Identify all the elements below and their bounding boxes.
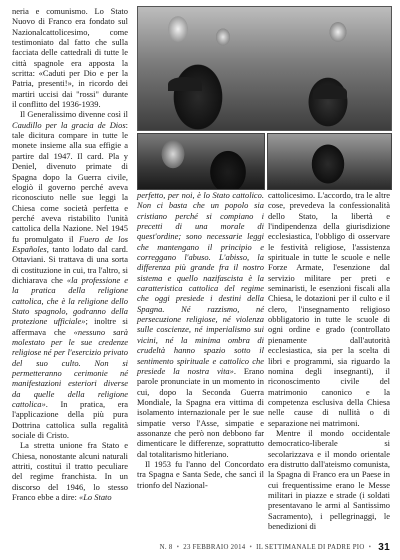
paragraph: cattolicesimo. L'accordo, tra le altre cose, prevedeva la confessionalità dello Stato, la libertà e l'indipendenza della giurisdizione ecclesiastica, l'obbligo di osservare le festività religiose, l'assistenza spirituale in tutte le scuole e nelle Forze Armate, l'esenzione dal servizio militare per preti e seminaristi, le esenzioni fiscali alla Chiesa, le dotazioni per il culto e il clero, l'insegnamento religioso obbligatorio in tutte le scuole di ogni ordine e grado (controllato pienamente dall'autorità ecclesiastica, sia per la scelta di libri e programmi, sia riguardo la nomina degli insegnanti), il riconoscimento civile del matrimonio canonico e la competenza esclusiva della Chiesa nelle cause di nullità o di separazione nei matrimoni. (268, 190, 390, 428)
paragraph: perfetto, per noi, è lo Stato cattolico. Non ci basta che un popolo sia cristiano perché si compiano i precetti di una morale di quest'ordine; sono necessarie leggi che mantengano il principio e correggano l'abuso. L'abisso, la differenza più grande fra il nostro sistema e quello nazifascista è la caratteristica cattolica del regime che oggi presiede i destini della Spagna. Né razzismo, né persecuzione religiose, né violenza sulle coscienze, né imperialismo sui vicini, né la minima ombra di crudeltà hanno spazio sotto il sentimento spirituale e cattolico che presiede la nostra vita». Erano parole pronunciate in un momento in cui, dopo la Seconda Guerra Mondiale, la Spagna era vittima di isolamento internazionale per le sue simpatie verso l'Asse, simpatie e assonanze che però non debbono far dimenticare le differenze, soprattutto dal totalitarismo hitleriano. (137, 190, 264, 459)
article-column-left (12, 6, 128, 503)
issue-number: N. 8 (159, 543, 173, 551)
paragraph: Il 1953 fu l'anno del Concordato tra Spagna e Santa Sede, che sancì il trionfo del Nazional- (137, 458, 264, 490)
paragraph: Mentre il mondo occidentale democratico-liberale si secolarizzava e il mondo orientale era distrutto dall'ateismo comunista, la Spagna di Franco era un Paese in cui frequentissime erano le Messe militari in piazze e strade (i soldati presentavano le armi al Santissimo Sacramento), i pellegrinaggi, le benedizioni di (268, 427, 390, 531)
issue-date: 23 FEBBRAIO 2014 (183, 543, 246, 551)
photo-cleric (267, 133, 392, 190)
page-number: 31 (378, 541, 390, 553)
article-column-middle (137, 190, 264, 490)
separator: • (176, 543, 180, 551)
separator: • (249, 543, 253, 551)
photo-clergy-ceremony (137, 6, 392, 131)
paragraph: Il Generalissimo divenne così il Caudillo per la gracia de Dios: tale dicitura compare in tutte le monete insieme alla sua effigie a partire dal 1947. Il card. Pla y Deniel, divenuto primate di Spagna dopo la Guerra civile, elogiò il governo perché aveva riconosciuto nelle sue leggi la Chiesa come società perfetta e perché aveva ristabilito l'unità cattolica della Nazione. Nel 1945 fu promulgato il Fuero de los Españoles, tanto lodato dal card. Ottaviani. Si trattava di una sorta di costituzione in cui, tra l'altro, si dichiarava che «la professione e la pratica della religione cattolica, che è la religione dello Stato spagnolo, godranno della protezione ufficiale»; inoltre si affermava che «nessuno sarà molestato per le sue credenze religiose né per l'esercizio privato del suo culto. Non si permetteranno cerimonie né manifestazioni esteriori diverse da quelle della religione cattolica». In pratica, era l'applicazione della più pura Dottrina cattolica sulla regalità sociale di Cristo. (12, 109, 128, 441)
article-column-right (268, 190, 390, 531)
paragraph: neria e comunismo. Lo Stato Nuovo di Franco era fondato sul Nazionalcattolicesimo, come testimoniato dal fatto che sulla facciata delle cattedrali di tutte le città spagnole era apposta la scritta: «Caduti per Dio e per la Patria, presenti!», in ricordo dei martiri uccisi dai "rossi" durante il conflitto del 1936-1939. (12, 6, 128, 110)
page-footer (137, 540, 390, 554)
photo-procession (137, 133, 265, 190)
publication-name: IL SETTIMANALE DI PADRE PIO (256, 543, 365, 551)
photo-figure (168, 77, 202, 91)
photo-figure (313, 85, 347, 99)
paragraph: La stretta unione fra Stato e Chiesa, nonostante alcuni naturali attriti, costituì il tratto peculiare del regime franchista. In un discorso del 1946, lo stesso Franco ebbe a dire: «Lo Stato (12, 440, 128, 503)
separator: • (368, 543, 372, 551)
